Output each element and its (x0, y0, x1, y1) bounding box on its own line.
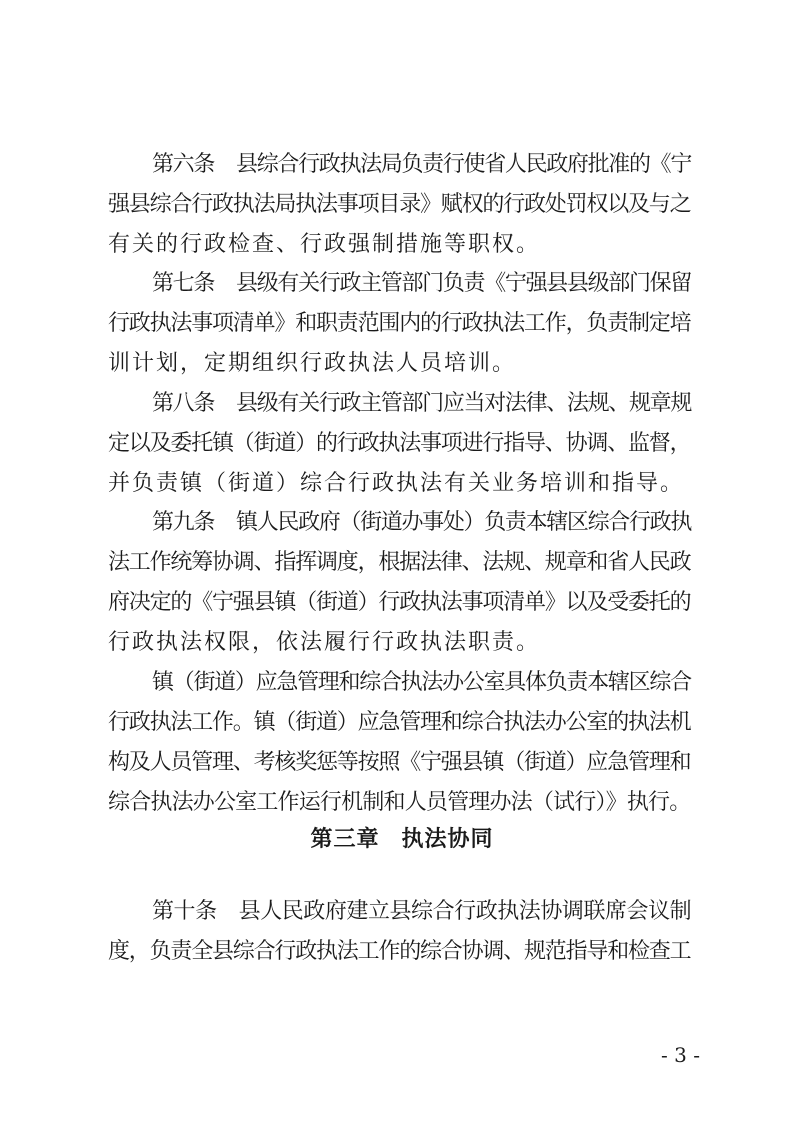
paragraph-line: 强县综合行政执法局执法事项目录》赋权的行政处罚权以及与之 (108, 192, 691, 217)
article-number: 第八条 (152, 391, 215, 416)
paragraph-line: 行政执法工作。镇（街道）应急管理和综合执法办公室的执法机 (108, 710, 691, 735)
page-number: - 3 - (661, 1043, 700, 1067)
paragraph-line: 构及人员管理、考核奖惩等按照《宁强县镇（街道）应急管理和 (108, 750, 691, 775)
paragraph-line: 度，负责全县综合行政执法工作的综合协调、规范指导和检查工 (108, 939, 691, 964)
article-number: 第九条 (152, 510, 215, 535)
paragraph-line: 并负责镇（街道）综合行政执法有关业务培训和指导。 (108, 471, 685, 496)
paragraph-line: 镇（街道）应急管理和综合执法办公室具体负责本辖区综合 (152, 670, 691, 695)
paragraph-line: 第八条 县级有关行政主管部门应当对法律、法规、规章规 (152, 391, 692, 416)
paragraph-line: 定以及委托镇（街道）的行政执法事项进行指导、协调、监督， (108, 431, 691, 456)
paragraph-line: 第六条 县综合行政执法局负责行使省人民政府批准的《宁 (152, 152, 692, 177)
paragraph-line: 法工作统筹协调、指挥调度，根据法律、法规、规章和省人民政 (108, 550, 691, 575)
paragraph-line: 第七条 县级有关行政主管部门负责《宁强县县级部门保留 (152, 271, 692, 296)
paragraph-line: 第九条 镇人民政府（街道办事处）负责本辖区综合行政执 (152, 510, 692, 535)
paragraph-line: 综合执法办公室工作运行机制和人员管理办法（试行）》执行。 (108, 790, 691, 815)
article-number: 第六条 (152, 152, 215, 177)
paragraph-line: 行政执法事项清单》和职责范围内的行政执法工作，负责制定培 (108, 311, 691, 336)
chapter-heading (108, 820, 696, 860)
article-number: 第七条 (152, 271, 215, 296)
paragraph-line: 府决定的《宁强县镇（街道）行政执法事项清单》以及受委托的 (108, 590, 691, 615)
paragraph-line: 训计划，定期组织行政执法人员培训。 (108, 351, 517, 376)
paragraph-line: 第十条 县人民政府建立县综合行政执法协调联席会议制 (152, 899, 692, 924)
article-number: 第十条 (152, 899, 217, 924)
chapter-title: 执法协同 (401, 827, 494, 852)
paragraph-line: 有关的行政检查、行政强制措施等职权。 (108, 232, 541, 257)
chapter-number: 第三章 (310, 827, 380, 852)
paragraph-line: 行政执法权限，依法履行行政执法职责。 (108, 630, 541, 655)
